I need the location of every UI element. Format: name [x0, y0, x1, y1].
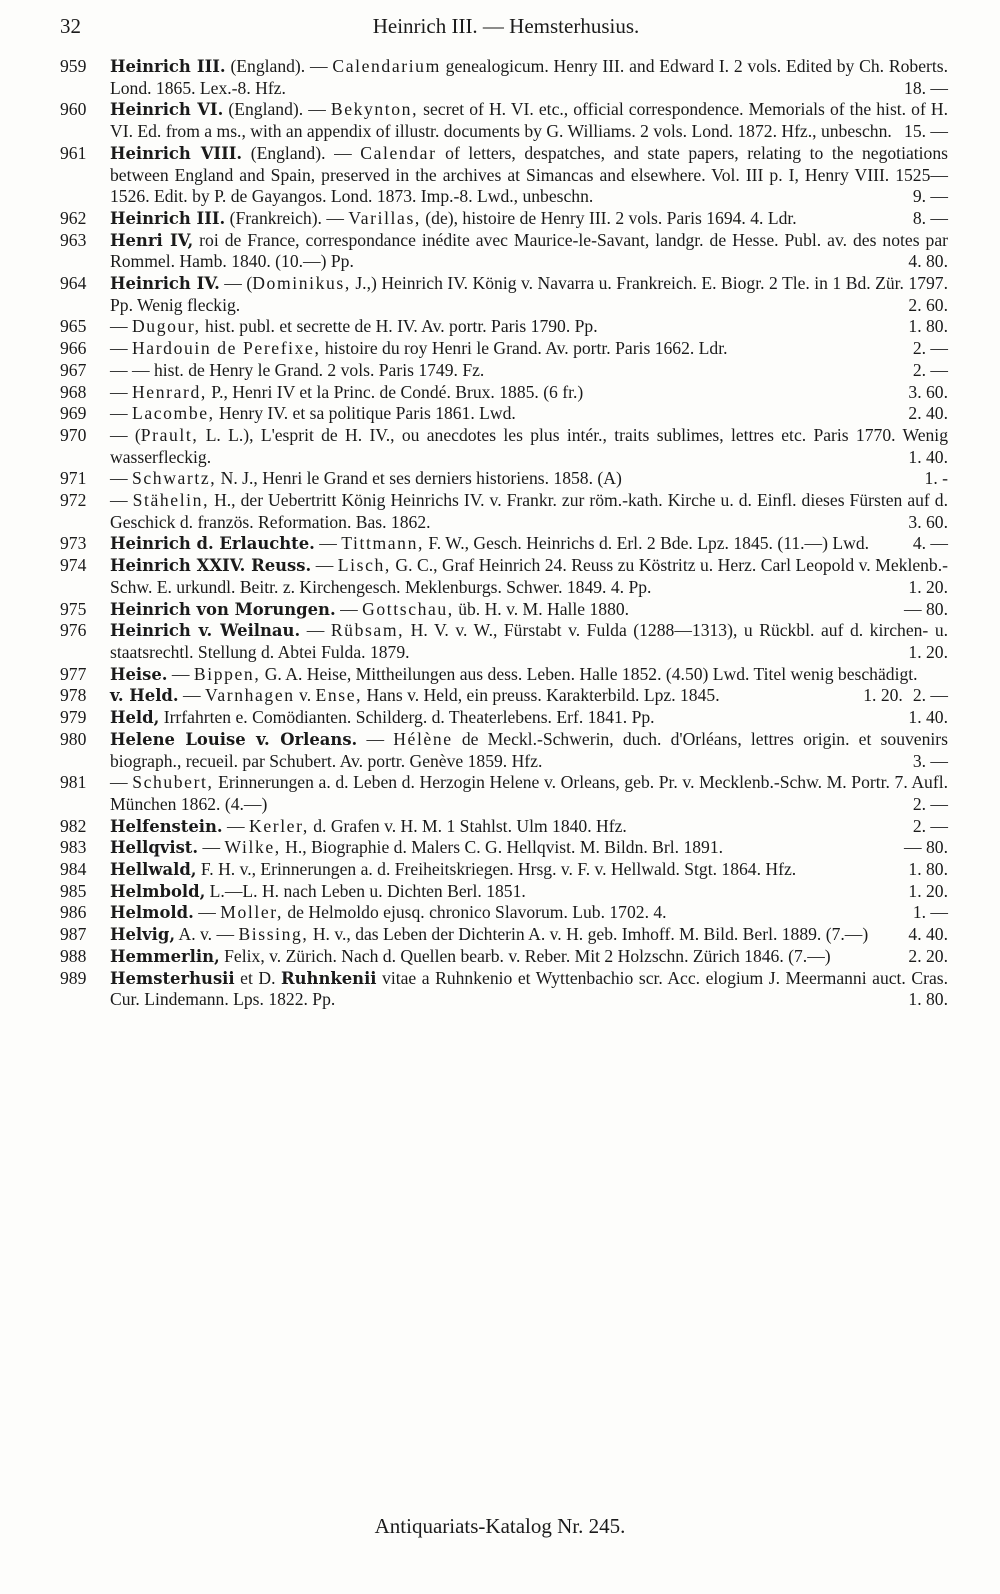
- entry-text: [110, 598, 948, 619]
- catalog-entry: [60, 946, 948, 968]
- entry-description: L. L.), L'esprit de H. IV., ou anecdotes les plus intér., traits sublimes, lettres etc. Paris 1770. Wenig wasserfleckig.: [110, 424, 948, 467]
- entry-description: L.—L. H. nach Leben u. Dichten Berl. 1851.: [205, 880, 526, 901]
- entry-text: [110, 620, 948, 662]
- entry-text: [110, 99, 948, 141]
- entry-price: 1. 80.: [908, 316, 948, 337]
- entry-text: [110, 772, 948, 814]
- entry-text: [110, 403, 948, 424]
- catalog-entry: [60, 968, 948, 1011]
- entry-description: — (: [110, 424, 141, 445]
- catalog-entry: [60, 772, 948, 815]
- catalog-entry: [60, 729, 948, 772]
- entry-description: Hans v. Held, ein preuss. Karakterbild. Lpz. 1845.: [362, 685, 720, 706]
- entry-text: [110, 924, 948, 945]
- entry-number: 980: [60, 728, 87, 749]
- entry-description: d. Grafen v. H. M. 1 Stahlst. Ulm 1840. Hfz.: [308, 815, 627, 836]
- entry-subject: Heinrich von Morungen.: [110, 599, 336, 619]
- entry-price: 2. —: [912, 359, 948, 380]
- catalog-entry: [60, 816, 948, 838]
- entry-text: [110, 859, 948, 880]
- entry-number: 978: [60, 685, 87, 706]
- entry-author: Calendarium: [332, 56, 441, 76]
- entry-number: 962: [60, 207, 87, 228]
- entry-author: Varillas,: [348, 207, 421, 228]
- entry-text: [110, 207, 948, 228]
- entry-description: roi de France, correspondance inédite avec Maurice-le-Savant, landgr. de Hesse. Publ. av. des notes par Rommel. Hamb. 1840. (10.—) Pp.: [110, 229, 949, 272]
- entry-text: [110, 273, 948, 315]
- entry-price: 3. 60.: [908, 511, 948, 532]
- entry-description: of letters, despatches, and state papers, relating to the negotiations between England and Spain, preserved in the archives at Simancas and elsewhere. Vol. III p. I, Henry VIII. 1525—1526. Edit. by P. de Gayangos. Lond. 1873. Imp.-8. Lwd., unbeschn.: [110, 142, 948, 207]
- catalog-entry: [60, 56, 948, 99]
- entry-price: 9. —: [912, 186, 948, 207]
- entry-number: 984: [60, 859, 87, 880]
- entry-description: H. V. v. W., Fürstabt v. Fulda (1288—1313), u Rückbl. auf d. kirchen- u. staatsrechtl. Stellung d. Abtei Fulda. 1879.: [110, 620, 949, 662]
- entry-price: 2. —: [912, 338, 948, 359]
- entry-description: hist. publ. et secrette de H. IV. Av. portr. Paris 1790. Pp.: [200, 316, 598, 337]
- entry-description: secret of H. VI. etc., official correspondence. Memorials of the hist. of H. VI. Ed. from a ms., with an appendix of illustr. documents by G. Williams. 2 vols. Lond. 1872. Hfz., unbeschn.: [110, 99, 948, 142]
- catalog-entry: [60, 99, 948, 142]
- catalog-entry: [60, 620, 948, 663]
- entry-price: 1. 80.: [908, 989, 948, 1010]
- entry-description: H., der Uebertritt König Heinrichs IV. v. Frankr. zur röm.-kath. Kirche u. d. Einfl. dieses Fürsten auf d. Geschick d. französ. Reformation. Bas. 1862.: [110, 490, 948, 532]
- entry-description: Henry IV. et sa politique Paris 1861. Lwd.: [214, 403, 516, 424]
- entry-author: Kerler,: [249, 815, 309, 836]
- catalog-entry: [60, 924, 948, 946]
- entry-price: 2. 60.: [908, 294, 948, 315]
- entry-price: 4. 80.: [908, 251, 948, 272]
- entry-description: —: [110, 381, 132, 402]
- entry-number: 979: [60, 707, 87, 728]
- entry-text: [110, 729, 948, 771]
- entry-price: 3. —: [912, 750, 948, 771]
- entry-description: üb. H. v. M. Halle 1880.: [453, 598, 630, 619]
- entry-subject: Heinrich VI.: [110, 100, 224, 120]
- entry-description: G. A. Heise, Mittheilungen aus dess. Leben. Halle 1852. (4.50) Lwd. Titel wenig beschädigt.: [260, 663, 918, 684]
- entry-number: 989: [60, 967, 87, 988]
- catalog-entry: [60, 316, 948, 338]
- catalog-entry: [60, 273, 948, 316]
- entry-text: [110, 945, 948, 966]
- entry-author: Bekynton,: [330, 99, 419, 120]
- catalog-entry: [60, 230, 948, 273]
- catalog-footer: Antiquariats-Katalog Nr. 245.: [374, 1514, 626, 1538]
- entry-price: — 80.: [904, 837, 948, 858]
- catalog-entry: [60, 707, 948, 729]
- entry-number: 964: [60, 273, 87, 294]
- catalog-entry: [60, 490, 948, 533]
- catalog-entry: [60, 685, 948, 707]
- entry-description: P., Henri IV et la Princ. de Condé. Brux. 1885. (6 fr.): [206, 381, 584, 402]
- entry-number: 976: [60, 620, 87, 641]
- catalog-entry: [60, 902, 948, 924]
- entry-description: —: [178, 685, 205, 706]
- entry-number: 960: [60, 99, 87, 120]
- catalog-entry: [60, 555, 948, 598]
- catalog-entry: [60, 859, 948, 881]
- entry-subject: Heinrich III.: [110, 208, 226, 228]
- entry-author: Schwartz,: [132, 468, 217, 489]
- entry-description: de Meckl.-Schwerin, duch. d'Orléans, lettres origin. et souvenirs biograph., recueil. par Schubert. Av. portr. Genève 1859. Hfz.: [110, 728, 948, 771]
- entry-description: Felix, v. Zürich. Nach d. Quellen bearb. v. Reber. Mit 2 Holzschn. Zürich 1846. (7.—): [219, 945, 831, 966]
- entry-text: [110, 880, 948, 901]
- entry-subject: Helvig,: [110, 925, 176, 945]
- entry-number: 975: [60, 598, 87, 619]
- entry-price: 2. —: [912, 685, 948, 706]
- entry-description: — — hist. de Henry le Grand. 2 vols. Paris 1749. Fz.: [110, 359, 485, 380]
- entry-description: —: [110, 468, 132, 489]
- entry-subject: Heinrich IV.: [110, 274, 220, 294]
- entry-text: [110, 707, 948, 728]
- entry-description: —: [167, 663, 194, 684]
- entry-author: Henrard,: [132, 381, 207, 402]
- entry-price: 1. -: [924, 468, 948, 489]
- entry-description: —: [198, 837, 225, 858]
- entry-subject: Helmbold,: [110, 881, 206, 901]
- entry-text: [110, 56, 948, 98]
- entry-description: —: [193, 902, 221, 923]
- entry-description: —: [110, 338, 132, 359]
- entry-description: —: [110, 772, 133, 793]
- entry-text: [110, 338, 948, 359]
- entry-description: genealogicum. Henry III. and Edward I. 2 vols. Edited by Ch. Roberts. Lond. 1865. Lex.-8. Hfz.: [110, 56, 948, 98]
- catalog-entry: [60, 360, 948, 382]
- entry-description: (England). —: [242, 142, 361, 163]
- entry-price: 1. 20.: [908, 641, 948, 662]
- entry-description: (England). —: [223, 99, 331, 120]
- entry-number: 959: [60, 56, 87, 76]
- entry-author: Varnhagen: [205, 685, 295, 706]
- entry-author: Lisch,: [337, 555, 391, 576]
- entry-description: H. v., das Leben der Dichterin A. v. H. geb. Imhoff. M. Bild. Berl. 1889. (7.—): [308, 924, 869, 945]
- entry-text: [110, 902, 948, 923]
- entry-text: [110, 555, 948, 597]
- running-head: Heinrich III. — Hemsterhusius.: [372, 14, 640, 38]
- catalog-entry: [60, 425, 948, 468]
- entry-number: 974: [60, 555, 87, 576]
- entry-author: Moller,: [220, 902, 283, 923]
- entry-number: 967: [60, 359, 87, 380]
- entry-description: et D.: [234, 967, 281, 988]
- entry-number: 969: [60, 403, 87, 424]
- entry-description: (England). —: [225, 56, 333, 76]
- entry-description: J.,) Heinrich IV. König v. Navarra u. Frankreich. E. Biogr. 2 Tle. in 1 Bd. Zür. 1797. Pp. Wenig fleckig.: [110, 273, 949, 315]
- entry-text: [110, 359, 948, 380]
- entry-price: 4. —: [912, 533, 948, 554]
- entry-price: 1. —: [912, 902, 948, 923]
- entry-number: 966: [60, 338, 87, 359]
- entry-description: (de), histoire de Henry III. 2 vols. Paris 1694. 4. Ldr.: [420, 207, 797, 228]
- entry-number: 972: [60, 490, 87, 511]
- entry-author: Stähelin,: [132, 490, 210, 511]
- entry-number: 987: [60, 924, 87, 945]
- entry-author: Hélène: [393, 728, 453, 749]
- entry-number: 968: [60, 381, 87, 402]
- entry-number: 983: [60, 837, 87, 858]
- entry-price: 8. —: [912, 207, 948, 228]
- entry-number: 977: [60, 663, 87, 684]
- entry-price: 4. 40.: [908, 924, 948, 945]
- entry-text: [110, 425, 948, 467]
- entry-description: A. v. —: [175, 924, 239, 945]
- entry-description: —: [110, 403, 132, 424]
- entry-description: Irrfahrten e. Comödianten. Schilderg. d. Theaterlebens. Erf. 1841. Pp.: [159, 707, 655, 728]
- entry-price: 3. 60.: [908, 381, 948, 402]
- entry-subject: Ruhnkenii: [281, 968, 377, 988]
- entry-number: 973: [60, 533, 87, 554]
- entry-author: Dominikus,: [252, 273, 351, 294]
- entry-subject: Hellqvist.: [110, 838, 199, 858]
- entry-text: [110, 381, 948, 402]
- catalog-entry: [60, 881, 948, 903]
- entry-description: F. H. v., Erinnerungen a. d. Freiheitskriegen. Hrsg. v. F. v. Hellwald. Stgt. 1864. Hfz.: [196, 859, 797, 880]
- catalog-entry: [60, 382, 948, 404]
- entry-price: 1. 80.: [908, 859, 948, 880]
- entry-number: 988: [60, 945, 87, 966]
- entry-text: [110, 685, 903, 706]
- page-header: [60, 8, 952, 48]
- entry-author: Ense,: [315, 685, 363, 706]
- entry-number: 985: [60, 880, 87, 901]
- entry-subject: Helene Louise v. Orleans.: [110, 729, 358, 749]
- entry-text: [110, 143, 948, 206]
- entry-price: 2. —: [912, 815, 948, 836]
- entry-subject: Heinrich III.: [110, 57, 226, 76]
- entry-author: Tittmann,: [341, 533, 424, 554]
- entry-author: Bissing,: [238, 924, 309, 945]
- entry-text: [110, 533, 948, 554]
- entry-description: Erinnerungen a. d. Leben d. Herzogin Helene v. Orleans, geb. Pr. v. Mecklenb.-Schw. M. Portr. 7. Aufl. München 1862. (4.—): [110, 772, 948, 814]
- entry-text: [110, 815, 948, 836]
- entry-text: [110, 468, 948, 489]
- entry-subject: Heinrich XXIV. Reuss.: [110, 556, 312, 576]
- entry-subject: Helfenstein.: [110, 816, 223, 836]
- entry-description: —: [314, 533, 342, 554]
- entry-text: [110, 837, 948, 858]
- catalog-entry: [60, 143, 948, 208]
- entry-description: v.: [294, 685, 316, 706]
- entry-price: 15. —: [904, 121, 948, 142]
- entry-number: 986: [60, 902, 87, 923]
- entry-description: —: [110, 316, 132, 337]
- catalog-entry: [60, 599, 948, 621]
- entry-description: G. C., Graf Heinrich 24. Reuss zu Köstritz u. Herz. Carl Leopold v. Meklenb.-Schw. E. urkundl. Beitr. z. Kirchengesch. Meklenburgs. Schwer. 1849. 4. Pp.: [110, 555, 948, 597]
- entry-price: 2. 20.: [908, 945, 948, 966]
- entry-text: [110, 968, 948, 1010]
- entry-subject: Hellwald,: [110, 860, 197, 880]
- entry-number: 963: [60, 229, 87, 250]
- entry-subject: Henri IV,: [110, 230, 194, 250]
- entry-author: Bippen,: [193, 663, 261, 684]
- entry-author: Schubert,: [132, 772, 214, 793]
- entry-price: — 80.: [904, 598, 948, 619]
- catalog-entry: [60, 403, 948, 425]
- entry-price: 1. 20.: [908, 576, 948, 597]
- page-number: 32: [60, 14, 81, 38]
- entry-description: —: [335, 598, 363, 619]
- entry-author: Hardouin de Perefixe,: [132, 338, 321, 359]
- entry-author: Calendar: [360, 142, 437, 163]
- entry-author: Rübsam,: [330, 620, 405, 641]
- entry-subject: Held,: [110, 708, 160, 728]
- entry-subject: v. Held.: [110, 686, 179, 706]
- entry-description: — (: [219, 273, 253, 294]
- entry-number: 961: [60, 142, 87, 163]
- entry-subject: Heinrich VIII.: [110, 143, 243, 163]
- entry-subject: Hemmerlin,: [110, 946, 220, 966]
- entry-number: 970: [60, 424, 87, 445]
- entry-subject: Hemsterhusii: [110, 968, 235, 988]
- entry-author: Gottschau,: [362, 598, 454, 619]
- entry-price: 1. 20.: [908, 880, 948, 901]
- catalog-entry: [60, 837, 948, 859]
- entry-author: Prault,: [140, 424, 199, 445]
- entry-description: F. W., Gesch. Heinrichs d. Erl. 2 Bde. Lpz. 1845. (11.—) Lwd.: [423, 533, 870, 554]
- entry-number: 971: [60, 468, 87, 489]
- entry-number: 982: [60, 815, 87, 836]
- entry-author: Wilke,: [224, 837, 281, 858]
- entry-price: 1. 40.: [908, 707, 948, 728]
- entry-author: Lacombe,: [132, 403, 215, 424]
- entry-number: 965: [60, 316, 87, 337]
- entry-price: 1. 20.: [863, 685, 903, 706]
- entry-description: —: [110, 490, 133, 511]
- entry-description: N. J., Henri le Grand et ses derniers historiens. 1858. (A): [216, 468, 622, 489]
- entry-price: 18. —: [904, 77, 948, 98]
- entry-number: 981: [60, 772, 87, 793]
- catalog-entry: [60, 208, 948, 230]
- catalog-entry: [60, 338, 948, 360]
- entry-subject: Heinrich v. Weilnau.: [110, 621, 301, 641]
- entry-description: (Frankreich). —: [225, 207, 349, 228]
- entry-text: [110, 490, 948, 532]
- entry-description: —: [357, 728, 394, 749]
- entry-price: 2. 40.: [908, 403, 948, 424]
- entry-description: H., Biographie d. Malers C. G. Hellqvist. M. Bildn. Brl. 1891.: [280, 837, 724, 858]
- entry-text: [110, 316, 948, 337]
- catalog-entries: [60, 56, 948, 1011]
- catalog-entry: [60, 468, 948, 490]
- entry-description: vitae a Ruhnkenio et Wyttenbachio scr. Acc. elogium J. Meermanni auct. Cras. Cur. Lindemann. Lps. 1822. Pp.: [110, 967, 948, 1010]
- entry-author: Dugour,: [132, 316, 201, 337]
- entry-description: —: [311, 555, 338, 576]
- entry-subject: Heise.: [110, 664, 168, 684]
- entry-description: —: [222, 815, 250, 836]
- entry-text: [110, 230, 948, 272]
- entry-price: 2. —: [912, 793, 948, 814]
- entry-price: 1. 40.: [908, 446, 948, 467]
- entry-description: histoire du roy Henri le Grand. Av. portr. Paris 1662. Ldr.: [320, 338, 728, 359]
- catalog-entry: [60, 533, 948, 555]
- entry-subject: Heinrich d. Erlauchte.: [110, 534, 315, 554]
- entry-description: de Helmoldo ejusq. chronico Slavorum. Lub. 1702. 4.: [282, 902, 667, 923]
- entry-description: —: [300, 620, 331, 641]
- entry-subject: Helmold.: [110, 903, 194, 923]
